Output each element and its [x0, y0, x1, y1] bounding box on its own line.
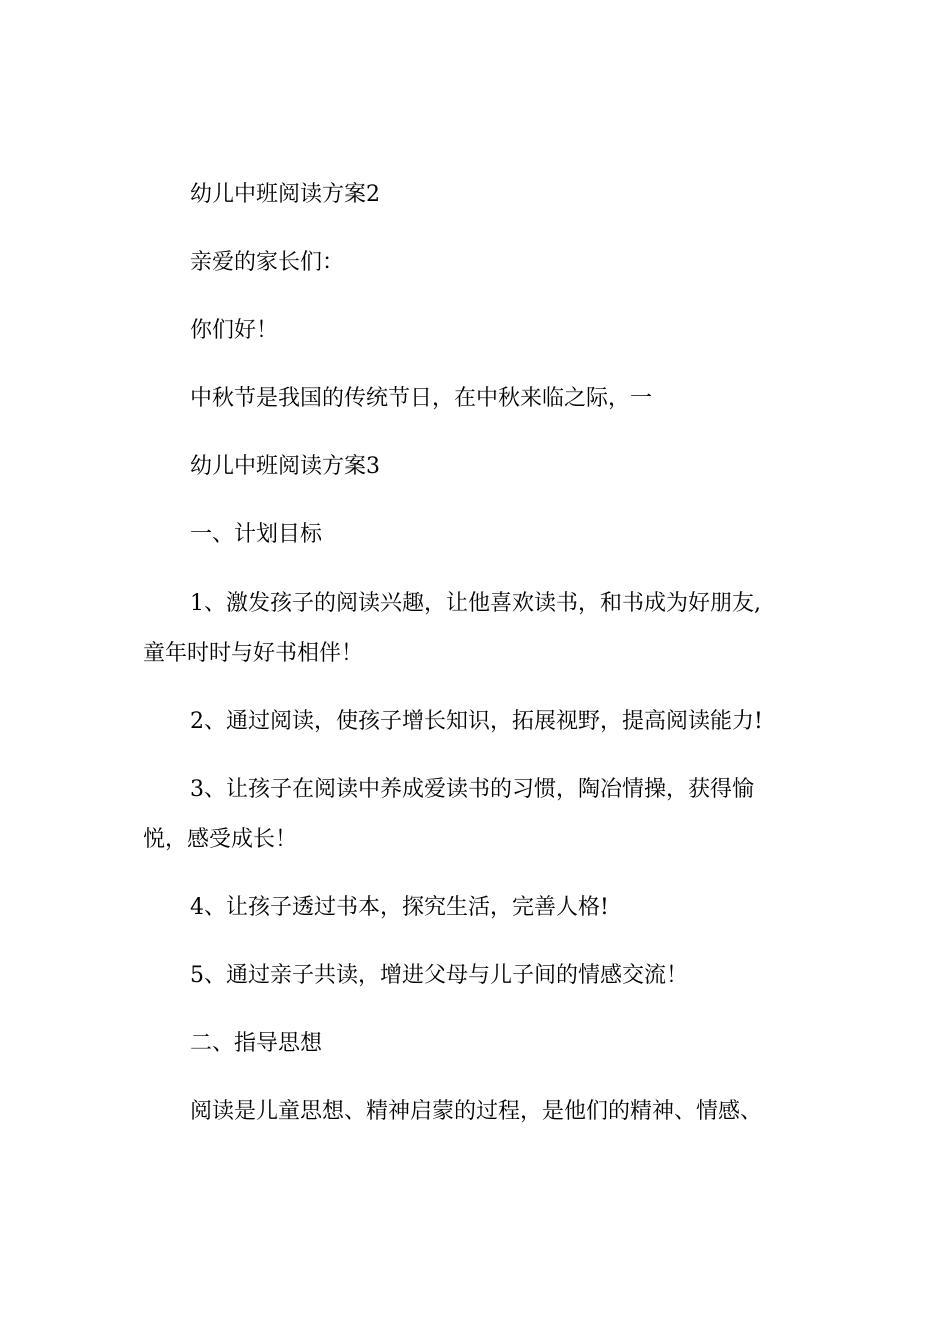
goal5-line: 5、通过亲子共读，增进父母与儿子间的情感交流！ [190, 963, 688, 988]
goal1-line1: 1、激发孩子的阅读兴趣，让他喜欢读书，和书成为好朋友, [190, 591, 761, 616]
section1-title: 一、计划目标 [190, 522, 323, 547]
plan3-heading: 幼儿中班阅读方案3 [190, 454, 380, 479]
goal1-line2: 童年时时与好书相伴！ [143, 641, 364, 666]
plan2-heading: 幼儿中班阅读方案2 [190, 182, 380, 207]
intro-paragraph: 中秋节是我国的传统节日，在中秋来临之际，一 [190, 386, 653, 411]
section2-title: 二、指导思想 [190, 1031, 323, 1056]
goal4-line: 4、让孩子透过书本，探究生活，完善人格! [190, 895, 609, 920]
goal2-line: 2、通过阅读，使孩子增长知识，拓展视野，提高阅读能力! [190, 709, 763, 734]
goal3-line1: 3、让孩子在阅读中养成爱读书的习惯，陶冶情操，获得愉 [190, 777, 754, 802]
guiding-paragraph-line1: 阅读是儿童思想、精神启蒙的过程，是他们的精神、情感、 [190, 1099, 763, 1124]
goal3-line2: 悦，感受成长！ [143, 827, 298, 852]
hello-line: 你们好！ [190, 318, 279, 343]
greeting-line: 亲爱的家长们： [190, 250, 345, 275]
